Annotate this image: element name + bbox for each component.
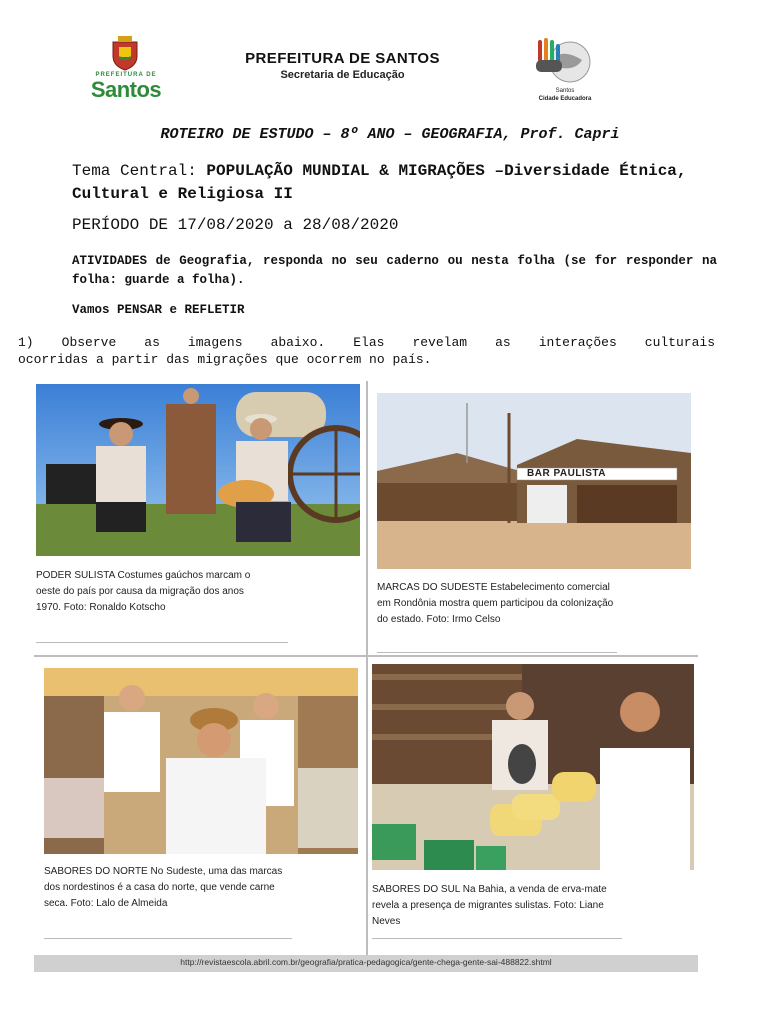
caption-gauchos: PODER SULISTA Costumes gaúchos marcam o oeste do país por causa da migração dos anos 1970. Foto: Ronaldo Kotscho — [36, 570, 251, 613]
period: PERÍODO DE 17/08/2020 a 28/08/2020 — [72, 216, 399, 234]
logo-small-text: PREFEITURA DE — [95, 72, 157, 78]
hands-globe-icon — [530, 36, 600, 88]
bar-paulista-sign: BAR PAULISTA — [527, 468, 606, 479]
caption-divider — [377, 652, 617, 653]
crest-icon — [110, 36, 140, 72]
study-guide-title: ROTEIRO DE ESTUDO – 8º ANO – GEOGRAFIA, Prof. Capri — [160, 126, 620, 143]
caption-sabores-sul: SABORES DO SUL Na Bahia, a venda de erva-mate revela a presença de migrantes sulistas. Foto: Liane Neves — [372, 884, 607, 927]
question-1-line2: ocorridas a partir das migrações que ocorrem no país. — [18, 352, 432, 367]
grid-vertical-divider — [366, 381, 368, 956]
caption-divider — [372, 938, 622, 939]
central-theme — [72, 160, 722, 206]
logo-big-text: Santos — [90, 77, 162, 102]
theme-value: POPULAÇÃO MUNDIAL & MIGRAÇÕES –Diversidade Étnica, Cultural e Religiosa II — [72, 162, 687, 203]
think-reflect-heading: Vamos PENSAR e REFLETIR — [72, 303, 245, 317]
caption-sabores-norte: SABORES DO NORTE No Sudeste, uma das marcas dos nordestinos é a casa do norte, que vende carne seca. Foto: Lalo de Almeida — [44, 866, 283, 909]
caption-divider — [36, 642, 288, 643]
caption-bar-paulista: MARCAS DO SUDESTE Estabelecimento comercial em Rondônia mostra quem participou da colonização do estado. Foto: Irmo Celso — [377, 582, 614, 625]
cidade-educadora-logo — [530, 36, 600, 108]
logo-tagline: Cidade Educadora — [538, 96, 592, 102]
source-url: http://revistaescola.abril.com.br/geografia/pratica-pedagogica/gente-chega-gente-sai-488822.shtml — [180, 957, 552, 967]
question-1 — [18, 334, 715, 368]
theme-label: Tema Central: — [72, 162, 207, 180]
photo-gauchos — [36, 384, 360, 556]
santos-logo — [78, 36, 174, 102]
photo-sabores-sul — [372, 664, 694, 870]
header-subtitle: Secretaria de Educação — [280, 69, 405, 81]
question-1-line1: 1) Observe as imagens abaixo. Elas revelam as interações culturais — [18, 335, 715, 350]
photo-sabores-norte — [44, 668, 358, 854]
activities-instructions: ATIVIDADES de Geografia, responda no seu caderno ou nesta folha (se for responder na folha: guarde a folha). — [72, 254, 717, 287]
grid-horizontal-divider — [34, 655, 698, 657]
header-title: PREFEITURA DE SANTOS — [245, 50, 440, 67]
logo-city: Santos — [555, 88, 575, 94]
caption-divider — [44, 938, 292, 939]
photo-bar-paulista — [377, 393, 691, 569]
